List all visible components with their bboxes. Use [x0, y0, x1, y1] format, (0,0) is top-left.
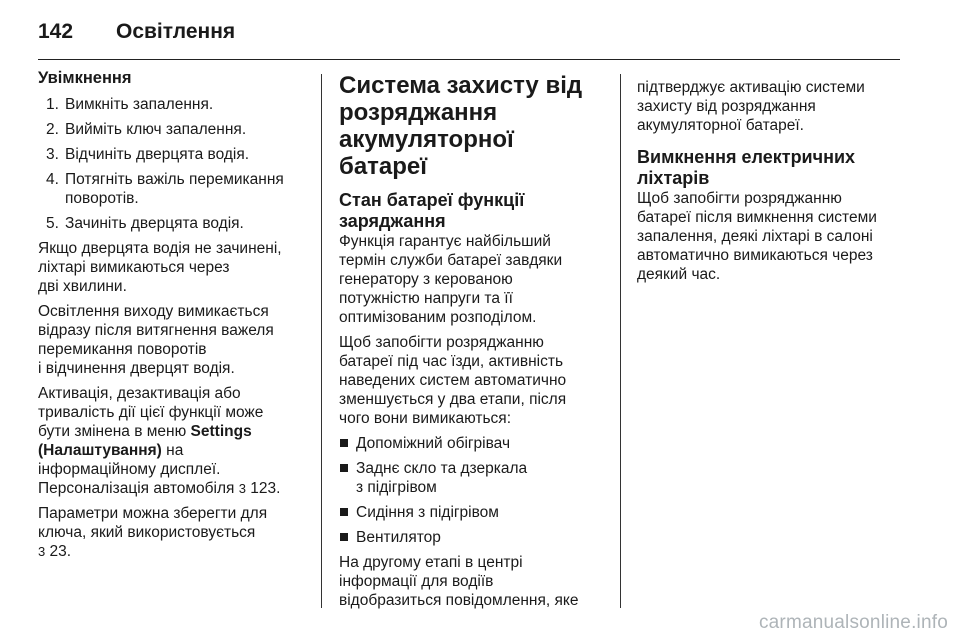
paragraph: Функція гарантує найбільший термін служби батареї завдяки генератору з керованою потужністю напруги та її оптимізованим розподілом.	[339, 233, 563, 326]
page-number: 142	[38, 20, 74, 43]
list-item: 5. Зачиніть дверцята водія.	[46, 215, 244, 232]
list-item: 1. Вимкніть запалення.	[46, 96, 214, 113]
subsection-title-charge-state: Стан батареї функції заряджання	[339, 190, 525, 231]
menu-settings-label: Settings	[190, 423, 252, 440]
list-item: 3. Відчиніть дверцята водія.	[46, 146, 250, 163]
bullet-square-icon	[340, 508, 348, 516]
section-title-battery-protection: Система захисту від розряджання акумуляторної батареї	[339, 72, 583, 180]
list-item: Сидіння з підігрівом	[339, 503, 607, 522]
list-item: Допоміжний обігрівач	[339, 434, 607, 453]
list-item: 2. Вийміть ключ запалення.	[46, 121, 247, 138]
paragraph: Якщо дверцята водія не зачинені, ліхтарі вимикаються через дві хвилини.	[38, 240, 282, 295]
list-item: 4. Потягніть важіль перемикання поворотів.	[46, 171, 284, 207]
menu-settings-label-translation: (Налаштування)	[38, 442, 162, 459]
column-2	[339, 66, 607, 616]
paragraph: Параметри можна зберегти для ключа, який використовується 3 23.	[38, 505, 268, 560]
list-item: Заднє скло та дзеркала з підігрівом	[339, 459, 607, 497]
consumers-list	[339, 434, 607, 547]
watermark: carmanualsonline.info	[758, 612, 948, 633]
column-3	[637, 66, 905, 290]
list-item: Вентилятор	[339, 528, 607, 547]
page-title: Освітлення	[116, 20, 236, 43]
paragraph: Щоб запобігти розряджанню батареї під час їзди, активність наведених систем автоматично зменшується у два етапи, після чого вони вимикаються:	[339, 334, 567, 427]
bullet-square-icon	[340, 439, 348, 447]
header-rule	[38, 59, 900, 60]
paragraph: Щоб запобігти розряджанню батареї після вимкнення системи запалення, деякі ліхтарі в салоні автоматично вимикаються через деякий час.	[637, 190, 877, 283]
subsection-title-lights-off: Вимкнення електричних ліхтарів	[637, 147, 856, 188]
bullet-square-icon	[340, 533, 348, 541]
column-1	[38, 66, 310, 567]
paragraph: підтверджує активацію системи захисту від розряджання акумуляторної батареї.	[637, 79, 865, 134]
paragraph: Активація, дезактивація або тривалість дії цієї функції може бути змінена в меню Settings (Налаштування) на інформаційному дисплеї. Персоналізація автомобіля 3 123.	[38, 385, 281, 497]
column-divider-2	[620, 74, 621, 608]
paragraph: Освітлення виходу вимикається відразу після витягнення важеля перемикання поворотів і відчинення дверцят водія.	[38, 303, 274, 377]
page-reference-icon: 3	[238, 481, 246, 496]
page-reference: 123.	[245, 480, 281, 497]
page-reference: 23.	[45, 543, 72, 560]
page-header	[38, 14, 898, 50]
bullet-square-icon	[340, 464, 348, 472]
page-reference-icon: 3	[38, 544, 46, 559]
section-heading-switching-on: Увімкнення	[38, 69, 132, 87]
paragraph: На другому етапі в центрі інформації для водіїв відобразиться повідомлення, яке	[339, 554, 579, 609]
steps-list	[38, 95, 310, 233]
column-divider-1	[321, 74, 322, 608]
